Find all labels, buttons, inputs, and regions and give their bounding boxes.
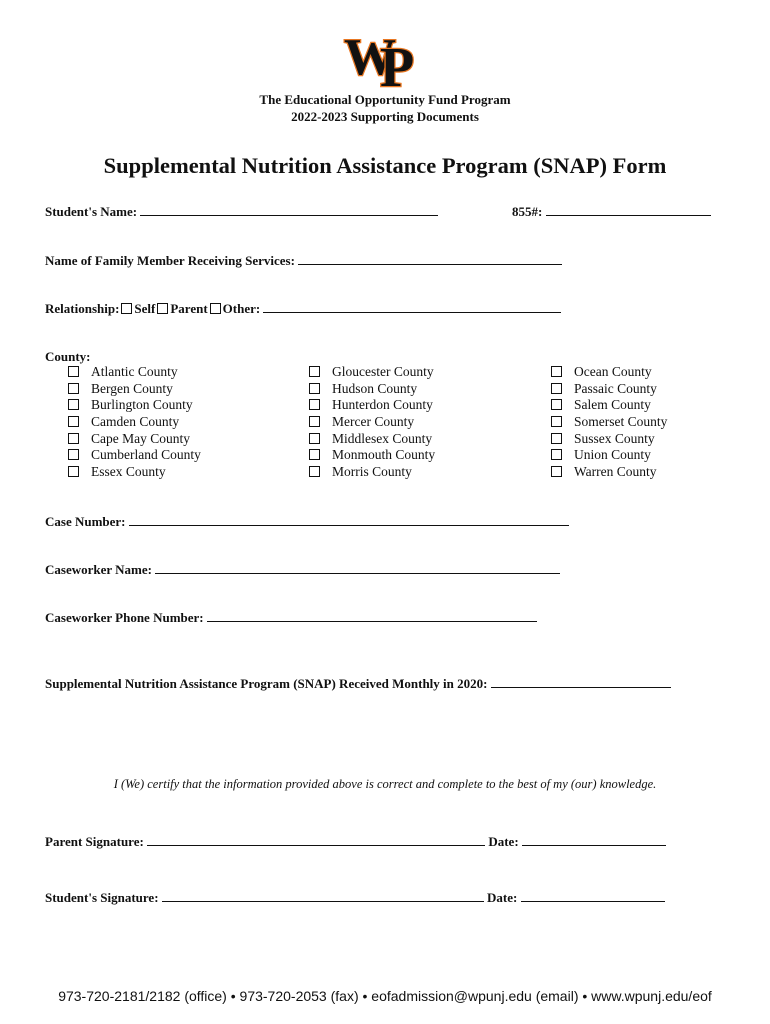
county-option[interactable] xyxy=(309,464,435,481)
county-option[interactable] xyxy=(68,381,201,398)
county-option[interactable] xyxy=(68,414,201,431)
relationship-other-field[interactable] xyxy=(263,300,561,313)
county-option[interactable] xyxy=(309,397,435,414)
county-label-text: Hunterdon County xyxy=(332,397,433,413)
county-checkbox[interactable] xyxy=(68,449,79,460)
program-name: The Educational Opportunity Fund Program xyxy=(259,92,511,107)
case-number-field[interactable] xyxy=(129,513,569,526)
student-signature-row xyxy=(45,889,665,906)
county-label-text: Cape May County xyxy=(91,430,190,446)
county-option[interactable] xyxy=(309,431,435,448)
county-label-text: Monmouth County xyxy=(332,447,436,463)
county-label-text: Gloucester County xyxy=(332,364,434,379)
county-option[interactable] xyxy=(309,447,435,464)
county-option[interactable] xyxy=(551,447,667,464)
family-member-row xyxy=(45,252,562,269)
county-checkbox[interactable] xyxy=(68,416,79,427)
relationship-self-checkbox[interactable] xyxy=(121,303,132,314)
county-checkbox[interactable] xyxy=(68,433,79,444)
relationship-label: Relationship: xyxy=(45,301,120,316)
student-date-label: Date: xyxy=(487,890,518,905)
county-option[interactable] xyxy=(309,381,435,398)
county-label-text: Bergen County xyxy=(91,380,173,396)
parent-signature-label: Parent Signature: xyxy=(45,834,144,849)
county-checkbox[interactable] xyxy=(551,433,562,444)
county-checkbox[interactable] xyxy=(551,383,562,394)
county-option[interactable] xyxy=(68,464,201,481)
student-signature-label: Student's Signature: xyxy=(45,890,159,905)
student-signature-field[interactable] xyxy=(162,889,484,902)
relationship-parent-checkbox[interactable] xyxy=(157,303,168,314)
county-checkbox[interactable] xyxy=(68,399,79,410)
county-label-text: Hudson County xyxy=(332,380,418,396)
caseworker-phone-field[interactable] xyxy=(207,609,537,622)
county-option[interactable] xyxy=(68,364,201,381)
county-option[interactable] xyxy=(551,397,667,414)
county-label-text: Union County xyxy=(574,447,651,463)
county-option[interactable] xyxy=(551,381,667,398)
county-label-text: Passaic County xyxy=(574,380,657,396)
parent-signature-field[interactable] xyxy=(147,833,485,846)
id-row xyxy=(512,203,711,220)
county-column-1 xyxy=(68,364,201,481)
county-option[interactable] xyxy=(68,397,201,414)
id-field[interactable] xyxy=(546,203,711,216)
student-name-row xyxy=(45,203,438,220)
county-checkbox[interactable] xyxy=(309,383,320,394)
county-label-text: Salem County xyxy=(574,397,651,413)
wp-logo xyxy=(340,26,432,92)
county-label-text: Sussex County xyxy=(574,430,655,446)
county-label: County: xyxy=(45,349,91,364)
county-checkbox[interactable] xyxy=(309,366,320,377)
county-option[interactable] xyxy=(551,364,667,381)
snap-monthly-label: Supplemental Nutrition Assistance Program (SNAP) Received Monthly in 2020: xyxy=(45,676,488,691)
county-checkbox[interactable] xyxy=(68,466,79,477)
certification-statement: I (We) certify that the information provided above is correct and complete to the best of my (our) knowledge. xyxy=(113,777,657,791)
county-option[interactable] xyxy=(551,414,667,431)
caseworker-name-row xyxy=(45,561,560,578)
snap-monthly-row xyxy=(45,675,671,692)
county-checkbox[interactable] xyxy=(309,466,320,477)
county-label-text: Camden County xyxy=(91,414,180,430)
parent-date-label: Date: xyxy=(488,834,519,849)
family-member-field[interactable] xyxy=(298,252,562,265)
county-checkbox[interactable] xyxy=(309,433,320,444)
county-label-text: Somerset County xyxy=(574,414,668,430)
parent-date-field[interactable] xyxy=(522,833,666,846)
county-label-text: Cumberland County xyxy=(91,447,201,463)
caseworker-name-label: Caseworker Name: xyxy=(45,562,152,577)
county-option[interactable] xyxy=(551,464,667,481)
caseworker-phone-row xyxy=(45,609,537,626)
case-number-row xyxy=(45,513,569,530)
county-option[interactable] xyxy=(309,364,435,381)
caseworker-name-field[interactable] xyxy=(155,561,560,574)
program-year: 2022-2023 Supporting Documents xyxy=(291,109,479,124)
county-label-text: Atlantic County xyxy=(91,364,178,379)
county-label-text: Morris County xyxy=(332,464,412,480)
county-column-2 xyxy=(309,364,435,481)
case-number-label: Case Number: xyxy=(45,514,126,529)
county-checkbox[interactable] xyxy=(551,399,562,410)
county-option[interactable] xyxy=(68,431,201,448)
svg-text:W: W xyxy=(344,29,390,86)
contact-footer: 973-720-2181/2182 (office) • 973-720-2053 (fax) • eofadmission@wpunj.edu (email) • www.wpunj.edu/eof xyxy=(58,988,712,1004)
student-name-label: Student's Name: xyxy=(45,204,138,219)
county-option[interactable] xyxy=(68,447,201,464)
family-member-label: Name of Family Member Receiving Services: xyxy=(45,253,295,268)
snap-monthly-field[interactable] xyxy=(491,675,671,688)
county-column-3 xyxy=(551,364,667,481)
county-checkbox[interactable] xyxy=(309,416,320,427)
form-title: Supplemental Nutrition Assistance Program (SNAP) Form xyxy=(103,153,667,178)
county-label-text: Essex County xyxy=(91,464,166,480)
county-checkbox[interactable] xyxy=(551,466,562,477)
county-label-text: Burlington County xyxy=(91,397,193,413)
county-option[interactable] xyxy=(309,414,435,431)
student-name-field[interactable] xyxy=(140,203,438,216)
relationship-parent-label: Parent xyxy=(170,301,208,316)
county-label-text: Ocean County xyxy=(574,364,652,379)
county-option[interactable] xyxy=(551,431,667,448)
student-date-field[interactable] xyxy=(521,889,665,902)
svg-text:P: P xyxy=(380,37,415,92)
relationship-row xyxy=(45,300,561,317)
county-label-text: Warren County xyxy=(574,464,657,480)
county-checkbox[interactable] xyxy=(309,449,320,460)
parent-signature-row xyxy=(45,833,666,850)
county-label-text: Middlesex County xyxy=(332,430,433,446)
county-checkbox[interactable] xyxy=(551,416,562,427)
county-checkbox[interactable] xyxy=(551,366,562,377)
county-label-text: Mercer County xyxy=(332,414,415,430)
relationship-other-checkbox[interactable] xyxy=(210,303,221,314)
county-checkbox[interactable] xyxy=(68,383,79,394)
relationship-self-label: Self xyxy=(134,301,156,316)
relationship-other-label: Other: xyxy=(222,301,261,316)
county-checkbox[interactable] xyxy=(551,449,562,460)
caseworker-phone-label: Caseworker Phone Number: xyxy=(45,610,204,625)
county-checkbox[interactable] xyxy=(309,399,320,410)
id-label: 855#: xyxy=(512,204,543,219)
county-checkbox[interactable] xyxy=(68,366,79,377)
